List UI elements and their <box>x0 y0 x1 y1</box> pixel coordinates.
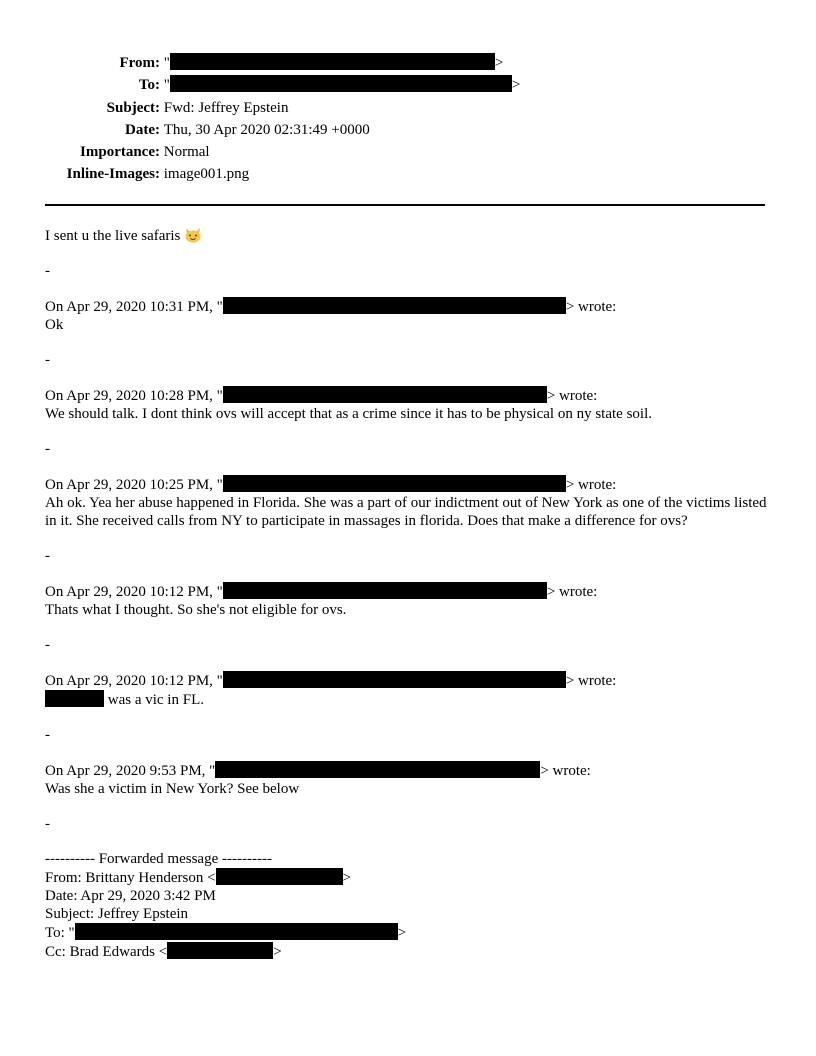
attribution-text: On Apr 29, 2020 9:53 PM, " <box>45 763 216 779</box>
redaction-box <box>223 297 566 314</box>
from-bracket: > <box>494 55 504 71</box>
forwarded-subject: Subject: Jeffrey Epstein <box>45 906 189 922</box>
message-attribution <box>45 761 770 780</box>
date-label: Date: <box>125 121 160 138</box>
forwarded-to-bracket: > <box>397 925 407 941</box>
redaction-box <box>223 475 566 492</box>
forwarded-to-text: To: " <box>45 925 75 941</box>
forwarded-from-bracket: > <box>342 870 351 886</box>
message-text: Ah ok. Yea her abuse happened in Florida. She was a part of our indictment out of New York as one of the victims listed in it. She received calls from NY to participate in massages in florida. Does that make a difference for ovs? <box>45 495 767 529</box>
separator: - <box>45 637 50 653</box>
separator: - <box>45 441 50 457</box>
redaction-box <box>223 386 547 403</box>
subject-value: Fwd: Jeffrey Epstein <box>163 99 289 116</box>
redaction-box <box>170 53 495 70</box>
cat-face-emoji-icon <box>184 227 202 243</box>
to-quote: " <box>163 77 170 94</box>
redaction-box <box>223 671 566 688</box>
attribution-suffix: > wrote: <box>565 673 617 689</box>
attribution-text: On Apr 29, 2020 10:12 PM, " <box>45 584 223 600</box>
separator: - <box>45 352 50 368</box>
message-text: Ok <box>45 317 64 333</box>
attribution-suffix: > wrote: <box>565 477 617 493</box>
email-header <box>0 52 816 186</box>
email-body <box>45 227 770 961</box>
message-text: Thats what I thought. So she's not eligible for ovs. <box>45 602 347 618</box>
message-text: We should talk. I dont think ovs will accept that as a crime since it has to be physical on ny state soil. <box>45 406 652 422</box>
separator: - <box>45 263 50 279</box>
attribution-text: On Apr 29, 2020 10:28 PM, " <box>45 388 223 404</box>
date-row <box>0 119 816 141</box>
attribution-suffix: > wrote: <box>540 763 591 779</box>
opening-text: I sent u the live safaris <box>45 228 181 244</box>
attribution-text: On Apr 29, 2020 10:31 PM, " <box>45 299 223 315</box>
opening-line <box>45 227 770 245</box>
forwarded-divider: ---------- Forwarded message ---------- <box>45 851 272 867</box>
forwarded-date: Date: Apr 29, 2020 3:42 PM <box>45 888 216 904</box>
to-value <box>164 74 521 96</box>
forwarded-to <box>45 923 770 942</box>
attribution-suffix: > wrote: <box>546 388 598 404</box>
message-attribution <box>45 475 770 494</box>
message-text-content: was a vic in FL. <box>107 692 204 708</box>
importance-value: Normal <box>163 144 210 161</box>
attribution-suffix: > wrote: <box>565 299 617 315</box>
separator: - <box>45 548 50 564</box>
importance-label: Importance: <box>80 144 160 161</box>
inline-images-value: image001.png <box>163 166 250 183</box>
attribution-suffix: > wrote: <box>546 584 598 600</box>
redaction-box <box>223 582 547 599</box>
message-attribution <box>45 671 770 690</box>
inline-images-row <box>0 163 816 185</box>
attribution-text: On Apr 29, 2020 10:25 PM, " <box>45 477 223 493</box>
from-label: From: <box>119 55 160 71</box>
importance-row <box>0 141 816 163</box>
redaction-box <box>75 923 398 940</box>
inline-images-label: Inline-Images: <box>66 166 160 183</box>
attribution-text: On Apr 29, 2020 10:12 PM, " <box>45 673 223 689</box>
message-text <box>45 690 770 709</box>
from-row <box>0 52 816 74</box>
from-value <box>164 52 504 74</box>
to-row <box>0 74 816 96</box>
date-value: Thu, 30 Apr 2020 02:31:49 +0000 <box>163 121 370 138</box>
redaction-box <box>45 690 104 707</box>
message-attribution <box>45 297 770 316</box>
forwarded-cc <box>45 942 770 961</box>
redaction-box <box>170 75 512 92</box>
separator: - <box>45 727 50 743</box>
header-divider <box>45 204 765 206</box>
redaction-box <box>216 868 343 885</box>
message-text: Was she a victim in New York? See below <box>45 781 300 797</box>
forwarded-cc-text: Cc: Brad Edwards < <box>45 944 168 960</box>
subject-label: Subject: <box>106 99 160 116</box>
to-label: To: <box>138 77 160 94</box>
redaction-box <box>215 761 540 778</box>
separator: - <box>45 816 50 832</box>
to-bracket: > <box>511 77 521 94</box>
from-quote: " <box>163 55 170 71</box>
subject-row <box>0 97 816 119</box>
message-attribution <box>45 386 770 405</box>
message-attribution <box>45 582 770 601</box>
redaction-box <box>167 942 273 959</box>
forwarded-cc-bracket: > <box>273 944 282 960</box>
forwarded-from-text: From: Brittany Henderson < <box>45 870 216 886</box>
forwarded-from <box>45 868 770 887</box>
